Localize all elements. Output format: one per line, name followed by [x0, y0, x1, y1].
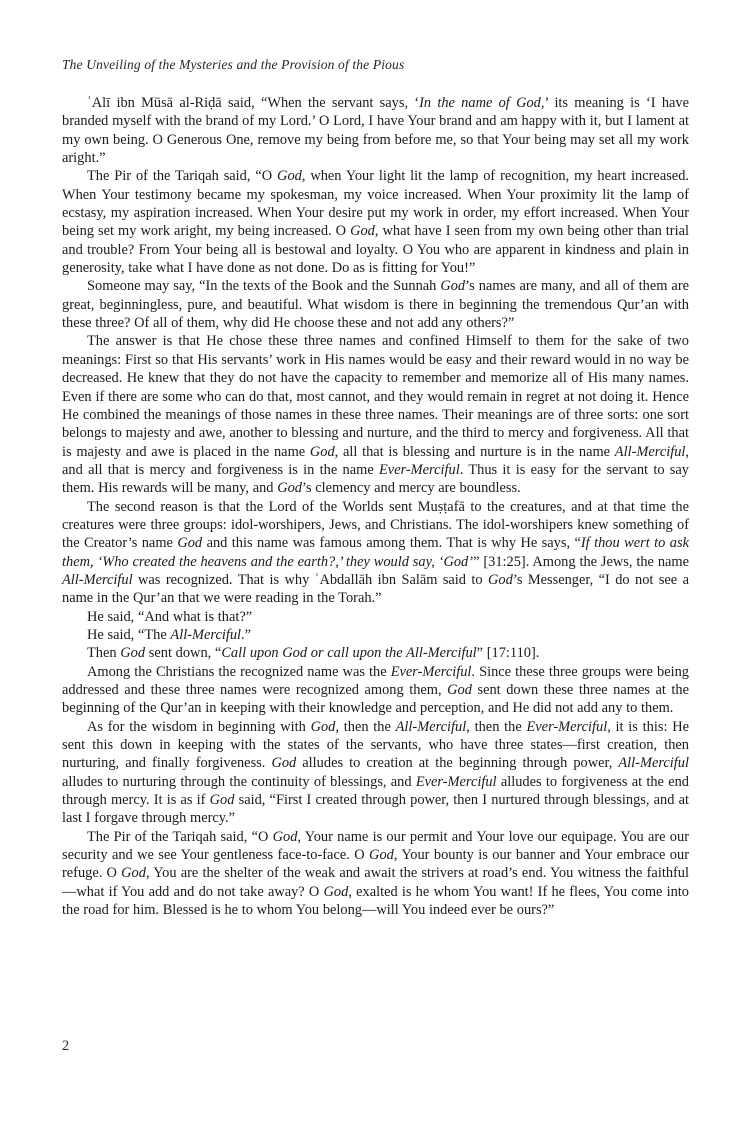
italic-phrase: Call upon God or call upon the All-Merciful: [221, 645, 477, 662]
para-he-said-1: He said, “And what is that?”: [87, 608, 253, 625]
para-he-said-2: He said, “The All-Merciful.”: [87, 626, 252, 643]
italic-phrase: All-Merciful: [618, 755, 689, 772]
page-number: 2: [62, 1038, 70, 1054]
italic-phrase: God: [277, 480, 302, 497]
italic-phrase: Ever-Merciful: [379, 461, 460, 478]
italic-phrase: Ever-Merciful: [390, 663, 472, 680]
italic-phrase: God: [488, 571, 513, 588]
italic-phrase: God: [350, 223, 375, 240]
italic-phrase: God: [121, 865, 146, 882]
italic-phrase: God: [271, 755, 297, 772]
para-ali-ibn-musa: ʿAlī ibn Mūsā al-Riḍā said, “When the servant says, ‘In the name of God,’ its meaning is ‘I have branded myself with the brand of my Lord.’ O Lord, I have Your brand and am happy with it, but I lament at my own being. O Generous One, remove my being from before me, so that Your being may set all my work aright.”: [62, 95, 689, 167]
italic-phrase: All-Merciful: [170, 626, 242, 643]
italic-phrase: God: [309, 443, 335, 460]
running-head: The Unveiling of the Mysteries and the Provision of the Pious: [62, 57, 405, 72]
italic-phrase: All-Merciful: [62, 571, 133, 588]
para-pir-tariqah-2: The Pir of the Tariqah said, “O God, Your name is our permit and Your love our equipage. You are our security and we see Your gentleness face-to-face. O God, Your bounty is our banner and Your embrace our refuge. O God, You are the shelter of the weak and await the strivers at road’s end. You witness the faithful—what if You add and do not take away? O God, exalted is he whom You want! If he flees, You come into the road for him. Blessed is he to whom You belong—will You indeed ever be ours?”: [62, 828, 689, 919]
italic-phrase: God: [310, 718, 336, 735]
italic-phrase: God: [447, 682, 472, 698]
italic-phrase: God: [440, 278, 466, 295]
para-second-reason: The second reason is that the Lord of the Worlds sent Muṣṭafā to the creatures, and at that time the creatures were three groups: idol-worshipers, Jews, and Christians. The idol-worshipers knew something of the Creator’s name God and this name was famous among them. That is why He says, “If thou wert to ask them, ‘Who created the heavens and the earth?,’ they would say, ‘God’” [31:25]. Among the Jews, the name All-Merciful was recognized. That is why ʿAbdallāh ibn Salām said to God’s Messenger, “I do not see a name in the Qur’an that we were reading in the Torah.”: [62, 498, 689, 607]
para-pir-tariqah-1: The Pir of the Tariqah said, “O God, when Your light lit the lamp of recognition, my heart increased. When Your testimony became my spokesman, my voice increased. When Your proximity lit the lamp of ecstasy, my aspiration increased. When Your desire put my work in order, my effort increased. When Your being set my work aright, my being increased. O God, what have I seen from my own being other than trial and trouble? From Your being all is bestowal and loyalty. O You who are apparent in kindness and plain in generosity, take what I have done as not done. Do as is fitting for You!”: [62, 168, 689, 277]
italic-phrase: God: [272, 828, 298, 845]
italic-phrase: God: [369, 847, 394, 864]
para-among-christians: Among the Christians the recognized name was the Ever-Merciful. Since these three groups were being addressed and these three names were recognized among them, God sent down these three names at the beginning of the Qur’an in keeping with their knowledge and perception, and He did not add any to them.: [62, 663, 689, 717]
italic-phrase: God: [120, 645, 146, 662]
para-then-god-sent-down: Then God sent down, “Call upon God or call upon the All-Merciful” [17:110].: [87, 645, 540, 662]
italic-phrase: All-Merciful: [614, 443, 686, 460]
para-someone-may-say: Someone may say, “In the texts of the Book and the Sunnah God’s names are many, and all of them are great, beginningless, pure, and beautiful. What wisdom is there in beginning the tremendous Qur’an with these three? Of all of them, why did He choose these and not add any others?”: [62, 278, 689, 332]
italic-phrase: In the name of God,: [419, 95, 545, 111]
italic-phrase: Ever-Merciful: [526, 718, 608, 735]
italic-phrase: If thou wert to ask them, ‘Who created the heavens and the earth?,’ they would say, ‘God’: [62, 535, 689, 570]
para-the-answer: The answer is that He chose these three names and confined Himself to them for the sake of two meanings: First so that His servants’ work in His names would be easy and their reward would in no way be decreased. He knew that they do not have the capacity to remember and memorize all of His many names. Even if there are some who can do that, most cannot, and they would remain in regret at not doing it. Hence He combined the meanings of those names in these three names. Their meanings are of three sorts: one sort belongs to majesty and awe, another to blessing and nurture, and the third to mercy and forgiveness. All that is majesty and awe is placed in the name God, all that is blessing and nurture is in the name All-Merciful, and all that is mercy and forgiveness is in the name Ever-Merciful. Thus it is easy for the servant to say them. His rewards will be many, and God’s clemency and mercy are boundless.: [62, 333, 690, 497]
italic-phrase: All-Merciful: [395, 718, 467, 735]
body-text-column: [62, 94, 689, 919]
italic-phrase: God: [323, 883, 349, 900]
italic-phrase: God: [277, 168, 302, 185]
italic-phrase: God: [209, 792, 235, 809]
para-as-for-the-wisdom: As for the wisdom in beginning with God, then the All-Merciful, then the Ever-Merciful, it is this: He sent this down in keeping with the states of the servants, who have three states—first creation, then nurturing, and finally forgiveness. God alludes to creation at the beginning through power, All-Merciful alludes to nurturing through the continuity of blessings, and Ever-Merciful alludes to forgiveness at the end through mercy. It is as if God said, “First I created through power, then I nurtured through blessings, and at last I forgave through mercy.”: [62, 718, 689, 827]
italic-phrase: God: [177, 535, 203, 552]
italic-phrase: Ever-Merciful: [415, 773, 497, 790]
